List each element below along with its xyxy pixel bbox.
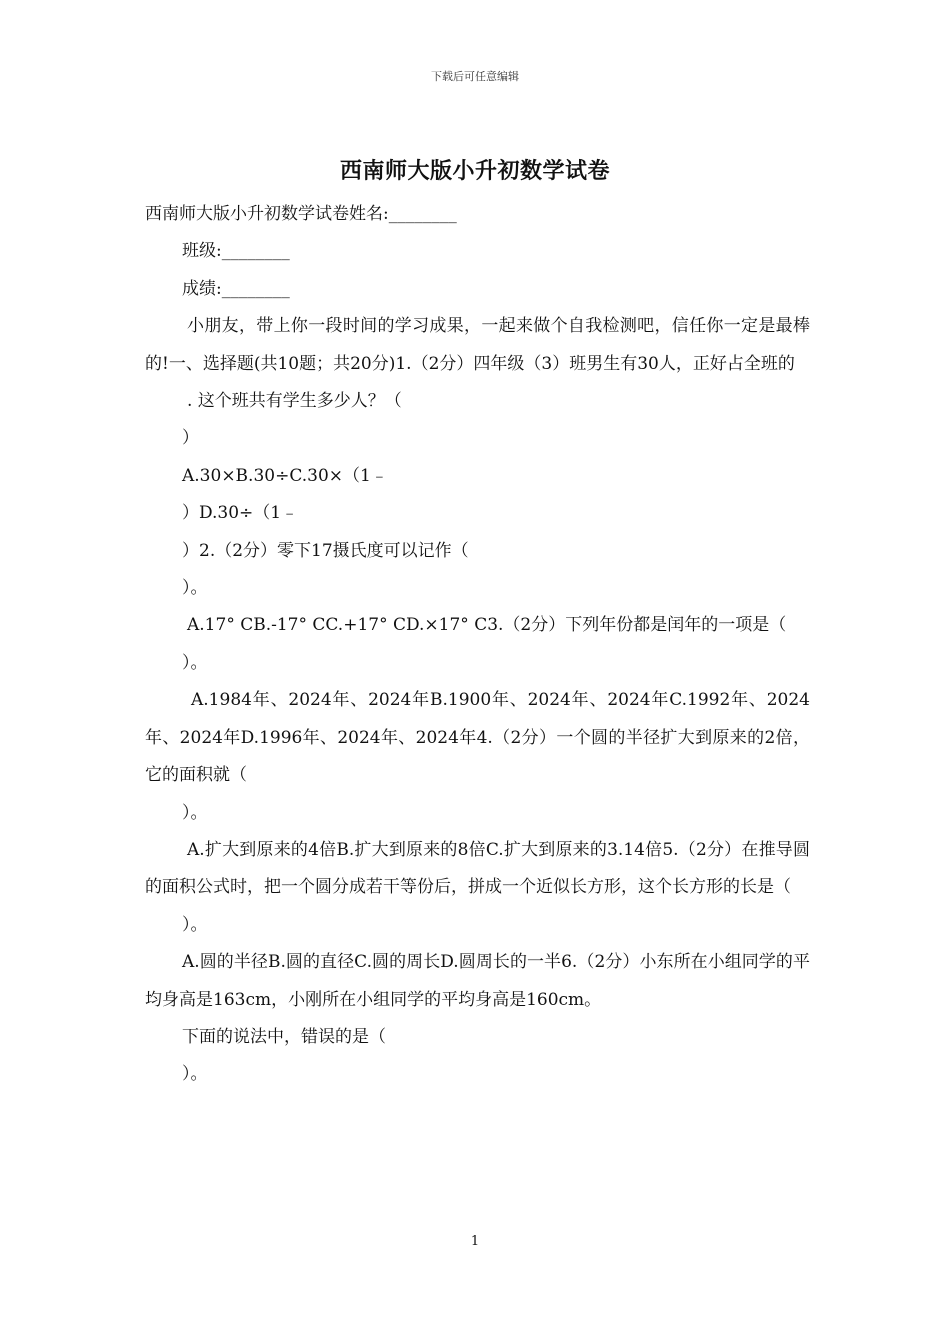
question-1-options-a: A.30×B.30÷C.30×（1﹣ <box>182 465 388 486</box>
class-line: 班级:________ <box>182 241 290 262</box>
question-2-blank: ）。 <box>182 578 208 599</box>
question-5-options-question-6: A.圆的半径B.圆的直径C.圆的周长D.圆周长的一半6.（2分）小东所在小组同学的平均身高是163cm，小刚所在小组同学的平均身高是160cm。 <box>145 952 810 1010</box>
question-6-statement: 下面的说法中，错误的是（ <box>182 1026 386 1047</box>
question-6-blank: ）。 <box>182 1064 208 1085</box>
question-3-blank: ）。 <box>182 652 208 673</box>
question-5-blank: ）。 <box>182 914 208 935</box>
question-1-continued: . 这个班共有学生多少人？（ <box>187 391 402 412</box>
header-note: 下载后可任意编辑 <box>431 70 519 83</box>
question-2: ）2.（2分）零下17摄氏度可以记作（ <box>182 540 469 561</box>
document-body <box>145 196 810 1094</box>
intro-paragraph: 小朋友，带上你一段时间的学习成果，一起来做个自我检测吧，信任你一定是最棒的!一、选择题(共10题；共20分)1.（2分）四年级（3）班男生有30人，正好占全班的 <box>145 316 810 374</box>
exam-name-line: 西南师大版小升初数学试卷姓名:________ <box>145 204 457 224</box>
page-number: 1 <box>470 1234 480 1249</box>
question-1-options-b: ）D.30÷（1﹣ <box>182 503 299 524</box>
question-4-options-question-5: A.扩大到原来的4倍B.扩大到原来的8倍C.扩大到原来的3.14倍5.（2分）在推导圆的面积公式时，把一个圆分成若干等份后，拼成一个近似长方形，这个长方形的长是（ <box>145 839 810 898</box>
question-2-options-question-3: A.17° CB.-17° CC.+17° CD.×17° C3.（2分）下列年份都是闰年的一项是（ <box>187 615 787 636</box>
score-line: 成绩:________ <box>182 278 290 299</box>
question-4-blank: ）。 <box>182 802 208 823</box>
question-1-blank: ） <box>182 428 199 449</box>
question-3-options-question-4: A.1984年、2024年、2024年B.1900年、2024年、2024年C.1992年、2024年、2024年D.1996年、2024年、2024年4.（2分）一个圆的半径扩大到原来的2倍，它的面积就（ <box>145 690 810 786</box>
document-title: 西南师大版小升初数学试卷 <box>339 158 610 184</box>
